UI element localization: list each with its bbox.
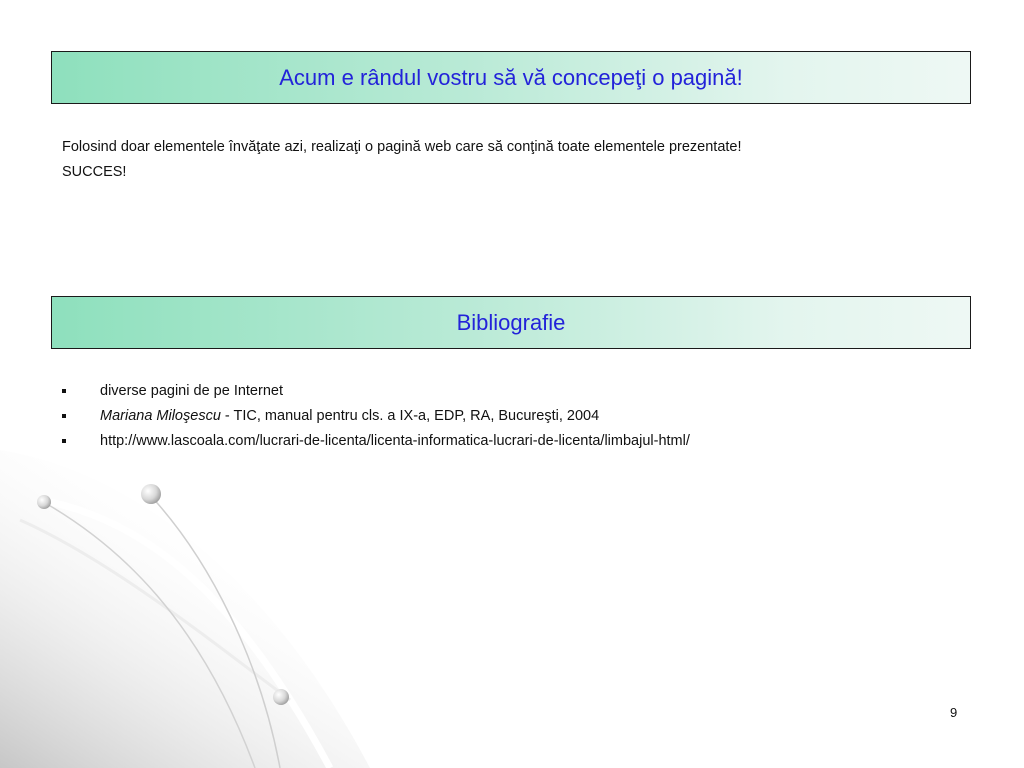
bibliography-title-box (51, 296, 971, 349)
bibliography-item (62, 406, 690, 431)
square-bullet-icon (62, 414, 66, 418)
bibliography-link[interactable]: http://www.lascoala.com/lucrari-de-licenta/licenta-informatica-lucrari-de-licenta/limbajul-html/ (100, 433, 690, 449)
square-bullet-icon (62, 389, 66, 393)
instruction-text: Folosind doar elementele învăţate azi, realizaţi o pagină web care să conţină toate elementele prezentate! (62, 139, 742, 155)
bibliography-item-author: Mariana Miloşescu (100, 408, 221, 424)
decorative-orb-small-left (37, 495, 51, 509)
bibliography-item-text: diverse pagini de pe Internet (100, 383, 283, 399)
success-text: SUCCES! (62, 164, 127, 180)
page-number: 9 (950, 705, 958, 720)
bibliography-item (62, 381, 690, 406)
slide-title-box (51, 51, 971, 104)
bibliography-item-text: - TIC, manual pentru cls. a IX-a, EDP, RA, Bucureşti, 2004 (220, 408, 600, 424)
decorative-orb-large (141, 484, 161, 504)
bibliography-title: Bibliografie (456, 309, 566, 335)
grey-gradient-shape (0, 450, 370, 768)
bibliography-item (62, 431, 690, 456)
slide-title: Acum e rândul vostru să vă concepeţi o pagină! (279, 64, 743, 90)
bibliography-list (62, 381, 690, 456)
square-bullet-icon (62, 439, 66, 443)
decorative-orb-bottom (273, 689, 289, 705)
